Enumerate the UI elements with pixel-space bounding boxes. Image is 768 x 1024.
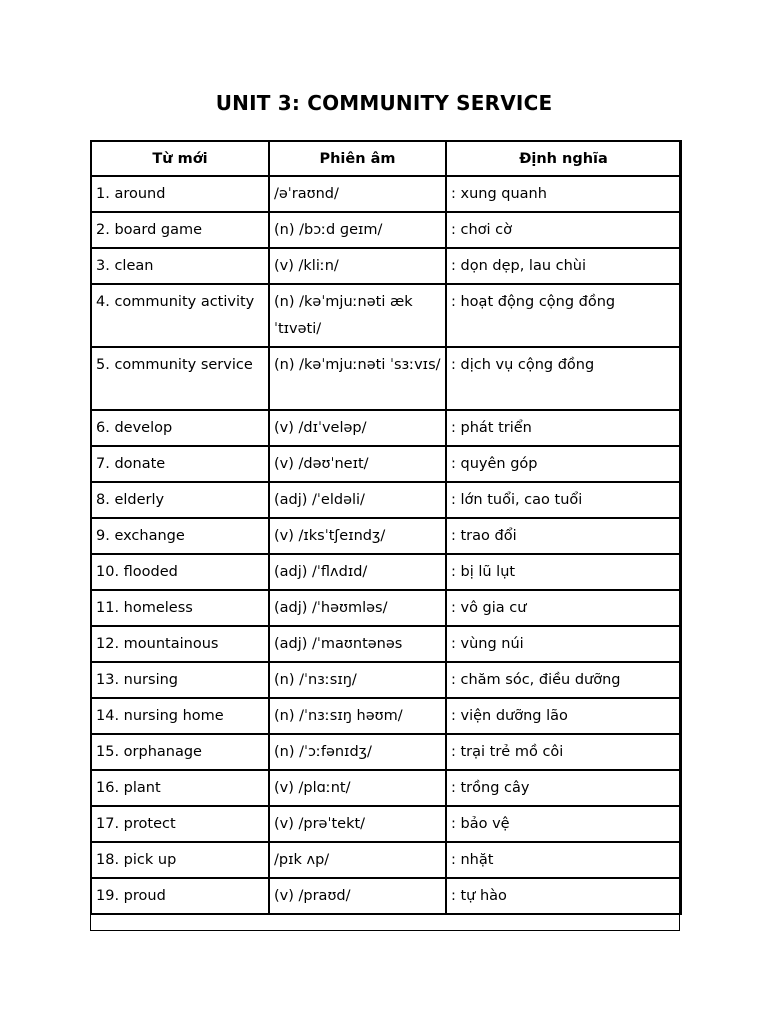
definition-cell: : dịch vụ cộng đồng [446, 347, 681, 410]
table-row [91, 410, 681, 446]
vocab-word-cell: 15. orphanage [91, 734, 269, 770]
pronunciation-cell: (v) /plɑːnt/ [269, 770, 446, 806]
pronunciation-cell: (n) /kəˈmjuːnəti æk ˈtɪvəti/ [269, 284, 446, 347]
definition-cell: : bị lũ lụt [446, 554, 681, 590]
pronunciation-cell: (n) /bɔːd ɡeɪm/ [269, 212, 446, 248]
pronunciation-cell: (v) /praʊd/ [269, 878, 446, 914]
table-row [91, 770, 681, 806]
table-row [91, 698, 681, 734]
definition-cell: : vô gia cư [446, 590, 681, 626]
definition-cell: : lớn tuổi, cao tuổi [446, 482, 681, 518]
pronunciation-cell: /pɪk ʌp/ [269, 842, 446, 878]
definition-cell: : vùng núi [446, 626, 681, 662]
vocab-word-cell: 1. around [91, 176, 269, 212]
pronunciation-cell: (n) /ˈnɜːsɪŋ/ [269, 662, 446, 698]
vocab-word-cell: 19. proud [91, 878, 269, 914]
header-pronunciation: Phiên âm [269, 141, 446, 176]
table-row [91, 554, 681, 590]
pronunciation-cell: (n) /ˈɔːfənɪdʒ/ [269, 734, 446, 770]
vocab-word-cell: 6. develop [91, 410, 269, 446]
table-row [91, 347, 681, 410]
table-row [91, 842, 681, 878]
pronunciation-cell: (v) /dɪˈveləp/ [269, 410, 446, 446]
pronunciation-cell: (v) /ɪksˈtʃeɪndʒ/ [269, 518, 446, 554]
vocab-word-cell: 4. community activity [91, 284, 269, 347]
pronunciation-cell: (adj) /ˈmaʊntənəs [269, 626, 446, 662]
header-new-word: Từ mới [91, 141, 269, 176]
pronunciation-cell: (adj) /ˈeldəli/ [269, 482, 446, 518]
definition-cell: : bảo vệ [446, 806, 681, 842]
definition-cell: : phát triển [446, 410, 681, 446]
page-title: UNIT 3: COMMUNITY SERVICE [215, 91, 553, 115]
pronunciation-cell: (adj) /ˈflʌdɪd/ [269, 554, 446, 590]
definition-cell: : trồng cây [446, 770, 681, 806]
vocab-word-cell: 2. board game [91, 212, 269, 248]
table-row [91, 212, 681, 248]
table-row [91, 878, 681, 914]
definition-cell: : chơi cờ [446, 212, 681, 248]
vocabulary-table [90, 140, 682, 915]
definition-cell: : hoạt động cộng đồng [446, 284, 681, 347]
definition-cell: : trại trẻ mồ côi [446, 734, 681, 770]
table-row [91, 176, 681, 212]
table-row [91, 284, 681, 347]
table-row [91, 734, 681, 770]
pronunciation-cell: (n) /ˈnɜːsɪŋ həʊm/ [269, 698, 446, 734]
pronunciation-cell: (adj) /ˈhəʊmləs/ [269, 590, 446, 626]
definition-cell: : chăm sóc, điều dưỡng [446, 662, 681, 698]
vocab-word-cell: 7. donate [91, 446, 269, 482]
vocab-word-cell: 3. clean [91, 248, 269, 284]
definition-cell: : quyên góp [446, 446, 681, 482]
vocab-word-cell: 8. elderly [91, 482, 269, 518]
definition-cell: : tự hào [446, 878, 681, 914]
vocab-word-cell: 17. protect [91, 806, 269, 842]
header-definition: Định nghĩa [446, 141, 681, 176]
vocab-word-cell: 12. mountainous [91, 626, 269, 662]
definition-cell: : viện dưỡng lão [446, 698, 681, 734]
vocabulary-rows [91, 176, 681, 914]
vocab-word-cell: 5. community service [91, 347, 269, 410]
table-row [91, 248, 681, 284]
table-row [91, 518, 681, 554]
table-row [91, 590, 681, 626]
table-row [91, 626, 681, 662]
vocab-word-cell: 18. pick up [91, 842, 269, 878]
table-header-row [91, 141, 681, 176]
definition-cell: : dọn dẹp, lau chùi [446, 248, 681, 284]
table-row [91, 482, 681, 518]
vocab-word-cell: 16. plant [91, 770, 269, 806]
pronunciation-cell: /əˈraʊnd/ [269, 176, 446, 212]
table-row [91, 806, 681, 842]
vocab-word-cell: 11. homeless [91, 590, 269, 626]
pronunciation-cell: (v) /dəʊˈneɪt/ [269, 446, 446, 482]
pronunciation-cell: (v) /kliːn/ [269, 248, 446, 284]
vocab-word-cell: 10. flooded [91, 554, 269, 590]
definition-cell: : trao đổi [446, 518, 681, 554]
pronunciation-cell: (n) /kəˈmjuːnəti ˈsɜːvɪs/ [269, 347, 446, 410]
pronunciation-cell: (v) /prəˈtekt/ [269, 806, 446, 842]
table-row [91, 662, 681, 698]
definition-cell: : xung quanh [446, 176, 681, 212]
table-row [91, 446, 681, 482]
vocab-word-cell: 14. nursing home [91, 698, 269, 734]
vocab-word-cell: 13. nursing [91, 662, 269, 698]
vocab-word-cell: 9. exchange [91, 518, 269, 554]
definition-cell: : nhặt [446, 842, 681, 878]
